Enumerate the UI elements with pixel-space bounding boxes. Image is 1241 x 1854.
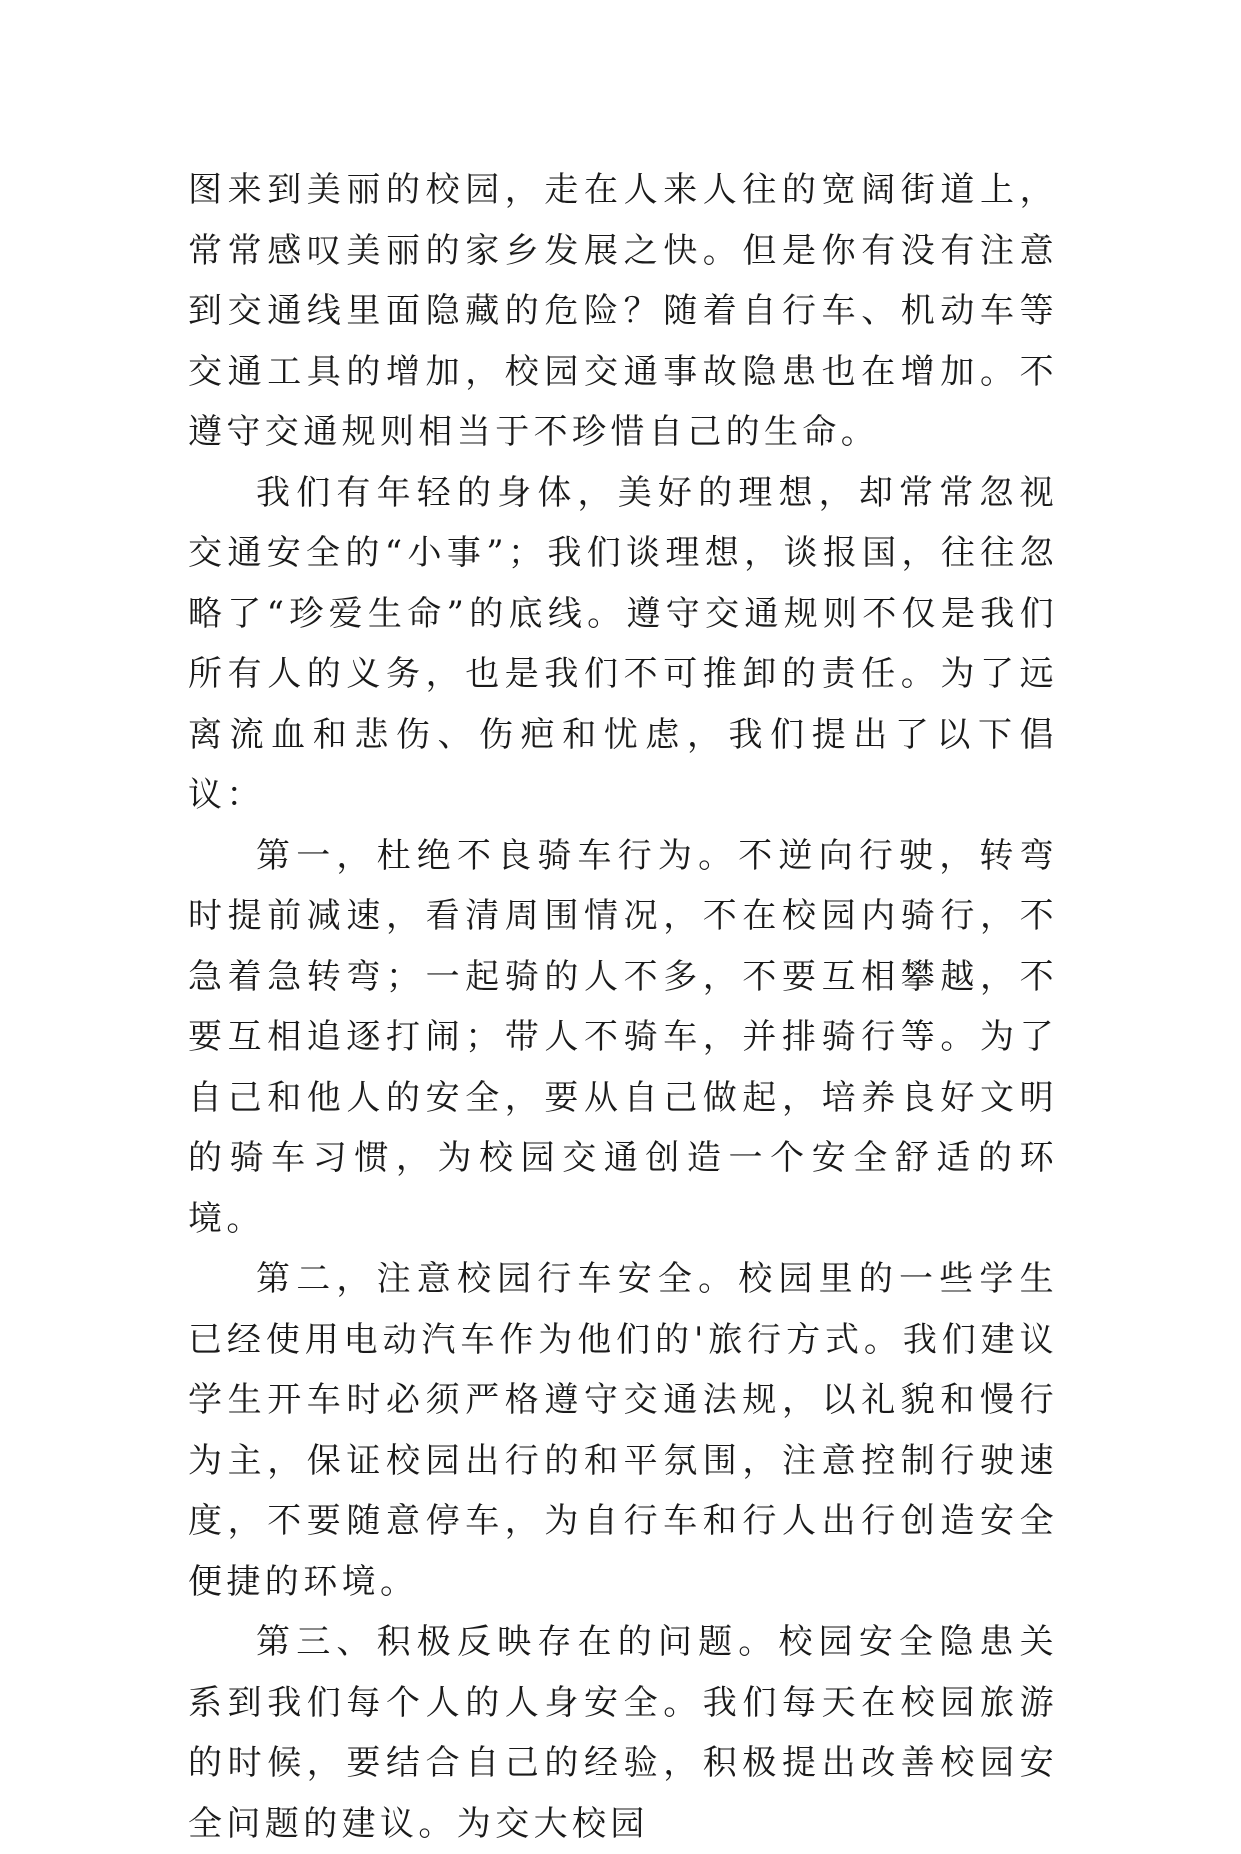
paragraph-second-proposal: 第二，注意校园行车安全。校园里的一些学生已经使用电动汽车作为他们的'旅行方式。我们建议学生开车时必须严格遵守交通法规，以礼貌和慢行为主，保证校园出行的和平氛围，注意控制行驶速度，不要随意停车，为自行车和行人出行创造安全便捷的环境。 [188,1259,1058,1602]
document-body [188,160,1058,1854]
paragraph-first-proposal: 第一，杜绝不良骑车行为。不逆向行驶，转弯时提前减速，看清周围情况，不在校园内骑行，不急着急转弯；一起骑的人不多，不要互相攀越，不要互相追逐打闹；带人不骑车，并排骑行等。为了自己和他人的安全，要从自己做起，培养良好文明的骑车习惯，为校园交通创造一个安全舒适的环境。 [188,835,1058,1239]
paragraph-ideals: 我们有年轻的身体，美好的理想，却常常忽视交通安全的“小事”；我们谈理想，谈报国，往往忽略了“珍爱生命”的底线。遵守交通规则不仅是我们所有人的义务，也是我们不可推卸的责任。为了远离流血和悲伤、伤疤和忧虑，我们提出了以下倡议： [188,472,1058,815]
paragraph-intro: 图来到美丽的校园，走在人来人往的宽阔街道上，常常感叹美丽的家乡发展之快。但是你有没有注意到交通线里面隐藏的危险？随着自行车、机动车等交通工具的增加，校园交通事故隐患也在增加。不遵守交通规则相当于不珍惜自己的生命。 [188,170,1058,452]
paragraph-third-proposal: 第三、积极反映存在的问题。校园安全隐患关系到我们每个人的人身安全。我们每天在校园旅游的时候，要结合自己的经验，积极提出改善校园安全问题的建议。为交大校园 [188,1622,1058,1844]
